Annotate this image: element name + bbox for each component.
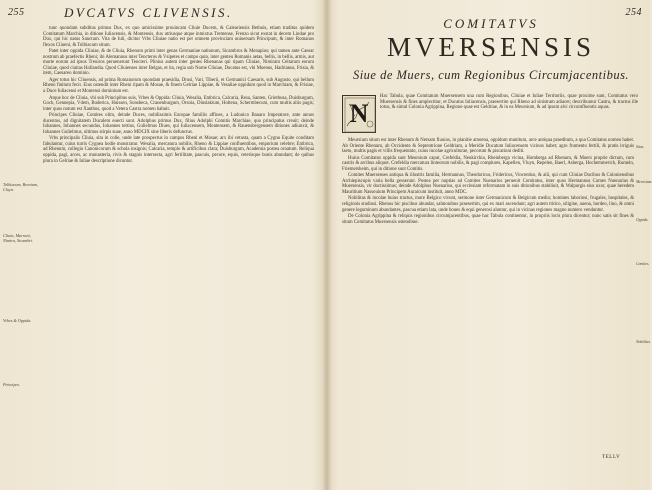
title-subtitle: Siue de Muers, cum Regionibus Circumjacentibus. xyxy=(352,68,630,82)
margin-note: Principes. xyxy=(3,382,21,387)
paragraph: Comites Muersenses antiqua & illustris familia, Hermannus, Theodoricus, Fridericus, Vincentius, & alii, qui cum Cliuiae Ducibus & Coloniensibus Archiepiscopis varia bella gesserunt. Postea per nuptias ad Comites Nuenarios peruenit Comitatus, inter quos Hermannus Comes Nuenarius & Muersensis, vir doctissimus; deinde Adolphus Nuenarius, qui ecclesiam reformatam in suis ditionibus stabiliuit, & Walpurgis eius uxor, quae heredem Mauritium Nassouium Principem Auraicum instituit, anno MDC. xyxy=(342,173,634,195)
right-page-number: 254 xyxy=(625,7,642,18)
right-body-text xyxy=(342,138,634,451)
margin-note: Cliuia, Marrani, Nimira, Sicambri. xyxy=(3,233,34,243)
paragraph: Ager totus hic Cliuensis, ad prima Romanorum quondam praesidia, Drusi, Vari, Tiberii, et Germanici Caesaris, sub Augusto, qui bellum Rheno finitum fecit. Eius ostendit inter Rheni ripam & Mosae, & finem Gelriae Lippiae, & Vesaliae oppidum quod in Marchiam, & Frisiae, a Duce Iuliacensi et Montensi dominium est. xyxy=(43,77,314,95)
catchword: TELLV xyxy=(602,455,621,460)
right-intro-text xyxy=(380,94,638,138)
paragraph: Atque hoc de Cliuia, vbi sub Principibus suis, Vrbes & Oppida: Cliuia, Wesalia, Embrica, Calcaria, Resa, Santen, Griethusa, Duisburgum, Goch, Gennepia, Vdem, Buderica, Huissen, Sonsbeca, Cranenburgum, Orsoia, Dinslakium, Holtena, Schermbecum, cum multis aliis pagis; inter quos notum est Xanthus, quod a Vetera Castra nomen habuit. xyxy=(43,95,314,112)
margin-note: Nobilitas. xyxy=(636,340,651,344)
paragraph: Patet inter oppida Cliuiae, & de Cliuia, Rhenum primi inter genas Germaniae nationum, Sicambros & Menapios; qui tamen ante Caesar nostrum ab praefectis Rheni; ibi Alemannus inter Tencteros & Vsipetes et campo quin, inter genteu Romanis aetas, bellis, in bellis, armis, aut morte eorum ad ipsos Treuiros peruenerunt Tencteri. Plinius autem inter gentes Rhenanas qui ripam Cliuiae, Nimiram Celtarum eorum Cliuiae, quod ciuitas Hollandia. Quod Cliuienses inter Belgas, et ita, regia sub Nome Cliuiae, Ducatus est, vbi Moenus, Hadrianus, Frisia, & item, Caesareo dominio. xyxy=(43,49,314,77)
margin-note: Situs. xyxy=(636,145,645,149)
left-page-number: 255 xyxy=(8,7,25,18)
book-gutter xyxy=(322,0,332,490)
left-body-text xyxy=(43,26,314,481)
margin-note: Oppida. xyxy=(636,218,649,222)
margin-note: Tolbiacum, Brenium, Cluyn. xyxy=(3,182,38,192)
drop-initial xyxy=(342,95,376,133)
paragraph: Vrbs principalis Cliuia, sita in colle, unde late prospectus in campos Rheni et Mosae; arx ibi vetusta, quam a Cygno Equite conditam fabulantur, cuius turris Cygnea hodie monstratur. Wesalia, mercatura nobilis, Rheno & Lippiae confluentibus, emporium celebre; Embrica, ad Rhenum, collegio Canonicorum & schola insignis; Calcaria, templo & artificibus clara; Duisburgum, Academia postea ornatum. Reliqua oppida, pagi, arces, ac monasteria, rivis & stagnis intersecta, agri fertilitate, pascuis, pecore, equis, ceterisque bonis abundant; de quibus plura in Gelriae & Iuliae descriptione dicuntur. xyxy=(43,136,314,164)
paragraph: tunc quondam subditus primus Dux, ex quo amicissime prouincam Cliuie Ducem, & Caleariensis Bethuis, etiam traditus quidem Comitatum Marchia, in ditione Iuliacensis, & Montensis, dux utriusque atque inmixtus Tremense, Frenzo sicut exstat in decem Lindae pro Dux, qui hic natus Sanctum. Vita de Iuli, dicitur Vrbs Cliuiae natio est per omnem provinciam uniuersam Principum, & inter Romanos flexos Cliueni, & Tolbiacum situm. xyxy=(43,26,314,48)
paragraph: Hac Tabula, quae Comitatum Muersensem una cum Regionibus, Cliuiae et Iuliae Territoriis, quae proxime sunt, Comitatus vero Muersensis & fines amplectitur, et Ducatus Iuliacensis, praesertim qui Rheno ad sinistram adiacet; describuntur Castra, & tractus ille totus, & simul Colonia Agrippina, Regione quae est Geldriae, & in ea Meursium, & ad ipsum alvi circumfluentis aquas. xyxy=(380,94,638,111)
paragraph: Meursium situm est inter Rhenum & Nersam fluuios, in planitie amoena, oppidum munitum, arce antiqua praeditum, a qua Comitatus nomen habet. Ab Oriente Rhenum, ab Occidente & Septentrione Geldriam, a Meridie Ducatum Iuliacensem vicinos habet; agro frumento fertili, & pratis irriguis laeto, multis pagis et villis frequentato, cuius incolae agriculturae, pecorum & piscationi dediti. xyxy=(342,138,634,155)
title-comitatus: COMITATVS xyxy=(443,16,539,31)
paragraph: Nobilitas & incolae huius tractus, more Belgico vivunt, sermone inter Germanicum & Belgicum medio; homines laboriosi, frugales, hospitales, & religionis studiosi. Rhenus hic piscibus abundat, salmonibus praesertim, qui ex mari ascendunt; agri autem tritico, siligine, auena, hordeo, lino, & omni genere leguminum abundantes, pascua etiam lata, unde boues & equi generosi aluntur, qui in vicinas regiones magno numero venduntur. xyxy=(342,196,634,213)
left-running-head: DVCATVS CLIVENSIS. xyxy=(64,5,233,20)
right-page xyxy=(332,0,650,490)
margin-note: Vrbes & Oppida. xyxy=(3,318,32,323)
drop-initial-letter: N xyxy=(349,99,369,128)
paragraph: Huius Comitatus oppida sunt Meursium caput, Crefeldia, Neukirchia, Rheinberga vicina, Homberga ad Rhenum, & Moers proprie dictum, cum castris & arcibus aliquot. Crefeldia mercatura linteorum nobilis, & pagi complures, Kapellen, Vluyn, Repelen, Baerl, Asberga, Hochemmerich, Rumeln, Friemersheim, qui in ditione sunt Comitis. xyxy=(342,155,634,172)
title-muersensis: MVERSENSIS xyxy=(386,32,596,62)
paragraph: De Colonia Agrippina & reliquis regionibus circumjacentibus, quae hac Tabula continentur, in propriis locis plura dicentur; nunc satis sit fines & situm Comitatus Muersensis ostendisse. xyxy=(342,214,634,225)
margin-note: Comites. xyxy=(636,262,650,266)
margin-note: Meursium. xyxy=(636,180,652,184)
paragraph: Principes Cliuiae, Comites olim, deinde Duces, nobilissimis Europae familiis affines, a Ludouico Bauaro Imperatore, ante annos ducentos, ad dignitatem Ducalem euecti sunt. Adolphus primus Dux, filius Adolphi Comitis Marchiae, quo principatus creuit; deinde Iohannes, Iohannes secundus, Iohannes tertius, Gulielmus Diues, qui Iuliacensem, Montensem, & Rauensbergensem ditiones adiunxit, & Iohannes Gulielmus, ultimus stirpis suae, anno MDCIX sine liberis defunctus. xyxy=(43,113,314,135)
left-page xyxy=(0,0,322,490)
